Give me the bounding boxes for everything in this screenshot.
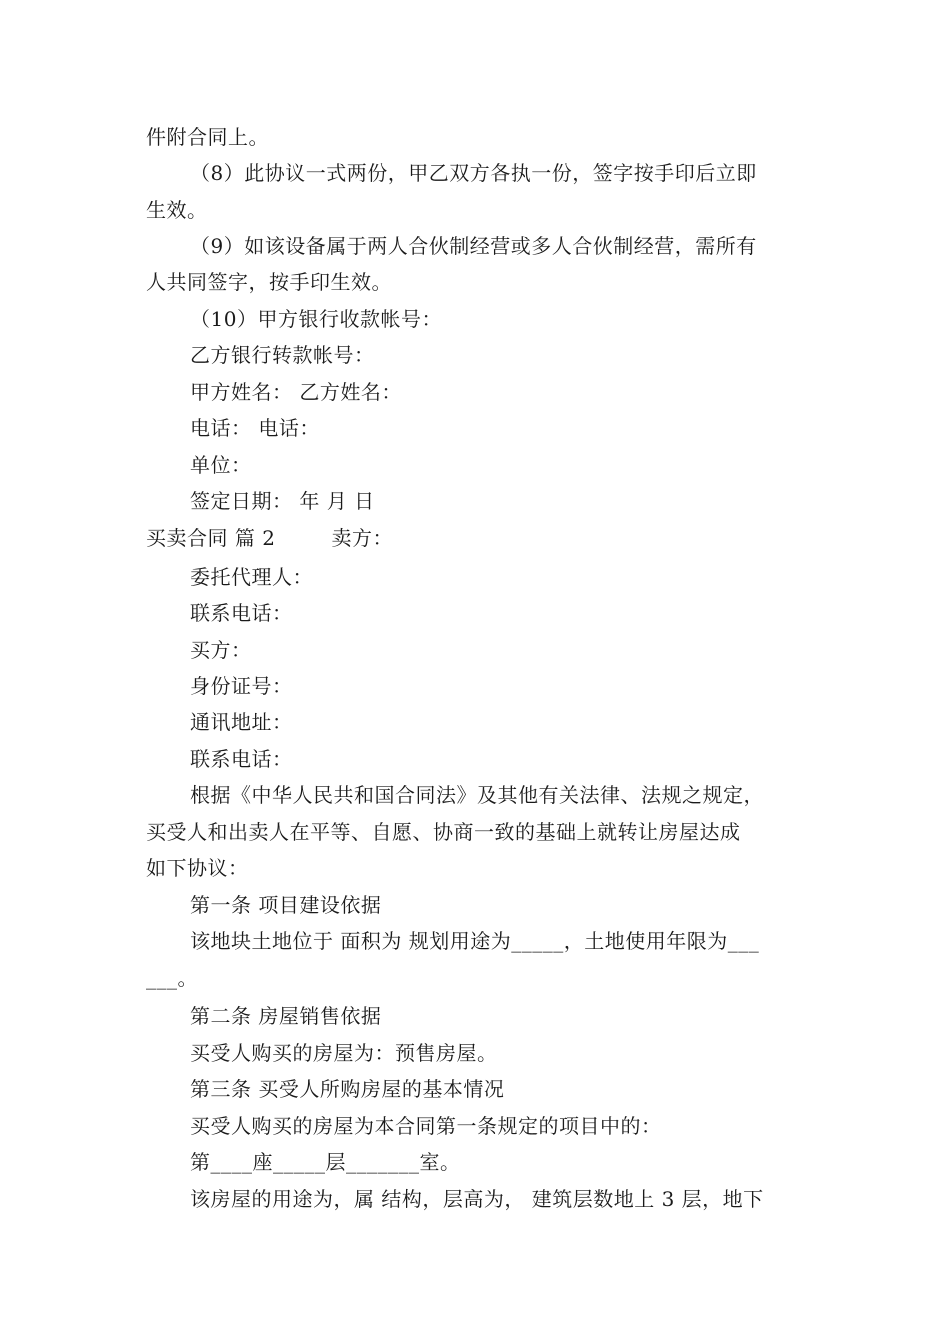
text-line: 该地块土地位于 面积为 规划用途为_____，土地使用年限为___ xyxy=(190,929,760,953)
text-line: 生效。 xyxy=(146,198,208,222)
text-line: 买受人购买的房屋为：预售房屋。 xyxy=(190,1041,498,1065)
text-line: 买受人和出卖人在平等、自愿、协商一致的基础上就转让房屋达成 xyxy=(146,820,741,844)
text-line: 单位： xyxy=(190,453,252,477)
text-line: 乙方银行转款帐号： xyxy=(190,343,375,367)
text-line: 甲方姓名： 乙方姓名： xyxy=(190,380,402,404)
text-line: 买方： xyxy=(190,638,252,662)
text-line: 根据《中华人民共和国合同法》及其他有关法律、法规之规定， xyxy=(190,783,764,807)
text-line: 身份证号： xyxy=(190,674,293,698)
text-line: 第三条 买受人所购房屋的基本情况 xyxy=(190,1077,505,1101)
section-title: 买卖合同 篇 2 xyxy=(146,526,276,550)
text-line: 签定日期： 年 月 日 xyxy=(190,489,375,513)
text-line: 联系电话： xyxy=(190,747,293,771)
text-line: 件附合同上。 xyxy=(146,125,269,149)
text-line: 通讯地址： xyxy=(190,710,293,734)
text-line: 电话： 电话： xyxy=(190,416,320,440)
text-line: 买受人购买的房屋为本合同第一条规定的项目中的： xyxy=(190,1114,662,1138)
section-heading-line xyxy=(146,524,826,552)
text-line: （8）此协议一式两份，甲乙双方各执一份，签字按手印后立即 xyxy=(190,161,757,185)
text-line: 联系电话： xyxy=(190,601,293,625)
text-line: 第一条 项目建设依据 xyxy=(190,893,382,917)
text-line: 该房屋的用途为，属 结构，层高为， 建筑层数地上 3 层，地下 xyxy=(190,1187,764,1211)
seller-label: 卖方： xyxy=(331,526,393,550)
text-line: （10）甲方银行收款帐号： xyxy=(190,307,442,331)
text-line: 如下协议： xyxy=(146,856,249,880)
text-line: 委托代理人： xyxy=(190,565,313,589)
text-line: 第二条 房屋销售依据 xyxy=(190,1004,382,1028)
text-line: （9）如该设备属于两人合伙制经营或多人合伙制经营，需所有 xyxy=(190,234,757,258)
text-line: 人共同签字，按手印生效。 xyxy=(146,270,392,294)
text-line: ___。 xyxy=(146,966,198,990)
text-line: 第____座_____层_______室。 xyxy=(190,1150,461,1174)
